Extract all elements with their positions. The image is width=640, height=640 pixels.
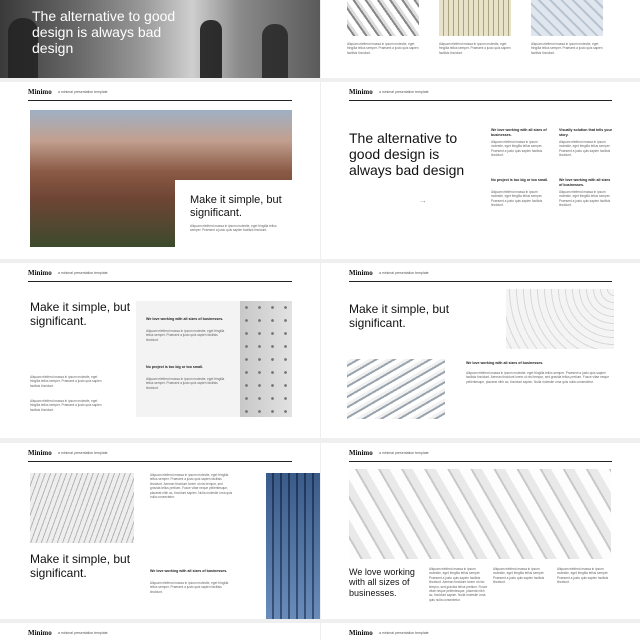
slide-5[interactable]: [0, 263, 320, 438]
architecture-photo: [531, 0, 603, 36]
body-text: Aliquam eleifend massa in ipsum molestie, eget fringilla tellus semper. Praesent a justo quis sapien facilisis tincidunt.: [146, 377, 225, 390]
slide-9[interactable]: [0, 623, 320, 640]
brand-logo: Minimo: [349, 269, 373, 277]
slide-header: [28, 629, 292, 640]
text-card: [175, 180, 292, 259]
tagline: a minimal presentation template: [379, 631, 429, 635]
brand-logo: Minimo: [28, 629, 52, 637]
body-text: Aliquam eleifend massa in ipsum molestie, eget fringilla tellus semper. Praesent a justo quis sapien facilisis tincidunt. Aenean tincidunt lorem ut nisi tempor, sed gravida tellus pretium. Fusce vitae neque pellentesque, placerat nibh ac, tincidunt sapien. Nulla molestie urna quis nulla consectetur.: [150, 473, 233, 500]
body-text: Aliquam eleifend massa in ipsum molestie, eget fringilla tellus semper. Praesent a justo quis sapien facilisis tincidunt.: [559, 190, 611, 208]
feature-heading: We love working with all sizes of businesses.: [146, 317, 224, 321]
slide-8[interactable]: [321, 443, 640, 619]
tagline: a minimal presentation template: [58, 451, 108, 455]
feature-heading: We love working with all sizes of businesses.: [491, 128, 547, 137]
architecture-photo: [347, 0, 419, 36]
tagline: a minimal presentation template: [58, 631, 108, 635]
body-text: Aliquam eleifend massa in ipsum molestie, eget fringilla tellus semper. Praesent a justo quis sapien facilisis tincidunt. Aenean tincidunt lorem ut nisi tempor, sed gravida tellus pretium. Fusce vitae neque pellentesque, placerat nibh ac, tincidunt sapien. Nulla molestie urna quis nulla consectetur.: [466, 371, 609, 384]
feature-heading: We love working with all sizes of businesses.: [466, 361, 544, 365]
slide-2[interactable]: [321, 0, 640, 78]
brand-logo: Minimo: [28, 269, 52, 277]
feature-heading: Visually solution that tells your story.: [559, 128, 613, 137]
concrete-wall-photo: [240, 301, 292, 417]
slide-3[interactable]: [0, 82, 320, 259]
body-text: Aliquam eleifend massa in ipsum molestie, eget fringilla tellus semper. Praesent a justo quis sapien facilisis tincidunt.: [30, 375, 102, 388]
slide-1[interactable]: [0, 0, 320, 78]
slide-header: [28, 449, 292, 462]
tagline: a minimal presentation template: [58, 271, 108, 275]
slide-title: Make it simple, but significant.: [190, 194, 282, 219]
tagline: a minimal presentation template: [379, 271, 429, 275]
tagline: a minimal presentation template: [379, 451, 429, 455]
facade-photo: [349, 469, 611, 559]
body-text: Aliquam eleifend massa in ipsum molestie, eget fringilla tellus semper. Praesent a justo quis sapien facilisis tincidunt.: [557, 567, 609, 585]
body-text: Aliquam eleifend massa in ipsum molestie, eget fringilla tellus semper. Praesent a justo quis sapien facilisis tincidunt.: [491, 140, 543, 158]
slide-header: [349, 629, 612, 640]
brand-logo: Minimo: [349, 629, 373, 637]
slide-header: [28, 88, 292, 101]
architecture-photo: [439, 0, 511, 36]
slide-header: [28, 269, 292, 282]
slide-title: We love working with all sizes of businesses.: [349, 567, 415, 598]
slide-title: Make it simple, but significant.: [30, 552, 131, 580]
brand-logo: Minimo: [28, 449, 52, 457]
architecture-photo: [506, 289, 614, 349]
slide-title: The alternative to good design is always bad design: [32, 8, 176, 57]
building-photo: [347, 359, 445, 419]
slide-10[interactable]: [321, 623, 640, 640]
body-text: Aliquam eleifend massa in ipsum molestie, eget fringilla tellus semper. Praesent a justo quis sapien facilisis tincidunt.: [347, 42, 419, 55]
body-text: Aliquam eleifend massa in ipsum molestie, eget fringilla tellus semper. Praesent a justo quis sapien facilisis tincidunt.: [559, 140, 611, 158]
feature-heading: No project is too big or too small.: [146, 365, 204, 369]
slide-7[interactable]: [0, 443, 320, 619]
body-text: Aliquam eleifend massa in ipsum molestie, eget fringilla tellus semper. Praesent a justo quis sapien facilisis tincidunt.: [493, 567, 545, 585]
slide-title: The alternative to good design is always bad design: [349, 130, 465, 179]
tagline: a minimal presentation template: [58, 90, 108, 94]
slide-4[interactable]: [321, 82, 640, 259]
brand-logo: Minimo: [349, 449, 373, 457]
building-photo: [30, 473, 134, 543]
slide-title: Make it simple, but significant.: [30, 300, 131, 328]
slide-header: [349, 269, 612, 282]
body-text: Aliquam eleifend massa in ipsum molestie, eget fringilla tellus semper. Praesent a justo quis sapien facilisis tincidunt.: [30, 399, 102, 412]
slide-header: [349, 88, 612, 101]
tagline: a minimal presentation template: [379, 90, 429, 94]
body-text: Aliquam eleifend massa in ipsum molestie, eget fringilla tellus semper. Praesent a justo quis sapien facilisis tincidunt.: [531, 42, 603, 55]
brand-logo: Minimo: [28, 88, 52, 96]
body-text: Aliquam eleifend massa in ipsum molestie, eget fringilla tellus semper. Praesent a justo quis sapien facilisis tincidunt. Aenean tincidunt lorem ut nisi tempor, sed gravida tellus pretium. Fusce vitae neque pellentesque, placerat nibh ac, tincidunt sapien. Nulla molestie urna quis nulla consectetur.: [429, 567, 488, 602]
brand-logo: Minimo: [349, 88, 373, 96]
feature-heading: We love working with all sizes of businesses.: [150, 569, 228, 573]
arrow-right-icon[interactable]: →: [419, 196, 427, 205]
body-text: Aliquam eleifend massa in ipsum molestie, eget fringilla tellus semper. Praesent a justo quis sapien facilisis tincidunt.: [150, 581, 229, 594]
body-text: Aliquam eleifend massa in ipsum molestie, eget fringilla tellus semper. Praesent a justo quis sapien facilisis tincidunt.: [439, 42, 511, 55]
feature-heading: No project is too big or too small.: [491, 178, 549, 182]
slide-header: [349, 449, 612, 462]
body-text: Aliquam eleifend massa in ipsum molestie, eget fringilla tellus semper. Praesent a justo quis sapien facilisis tincidunt.: [491, 190, 543, 208]
slide-6[interactable]: [321, 263, 640, 438]
body-text: Aliquam eleifend massa in ipsum molestie, eget fringilla tellus semper. Praesent a justo quis sapien facilisis tincidunt.: [190, 224, 277, 233]
slide-title: Make it simple, but significant.: [349, 302, 450, 330]
feature-heading: We love working with all sizes of businesses.: [559, 178, 611, 187]
body-text: Aliquam eleifend massa in ipsum molestie, eget fringilla tellus semper. Praesent a justo quis sapien facilisis tincidunt.: [146, 329, 225, 342]
building-photo: [266, 473, 320, 619]
